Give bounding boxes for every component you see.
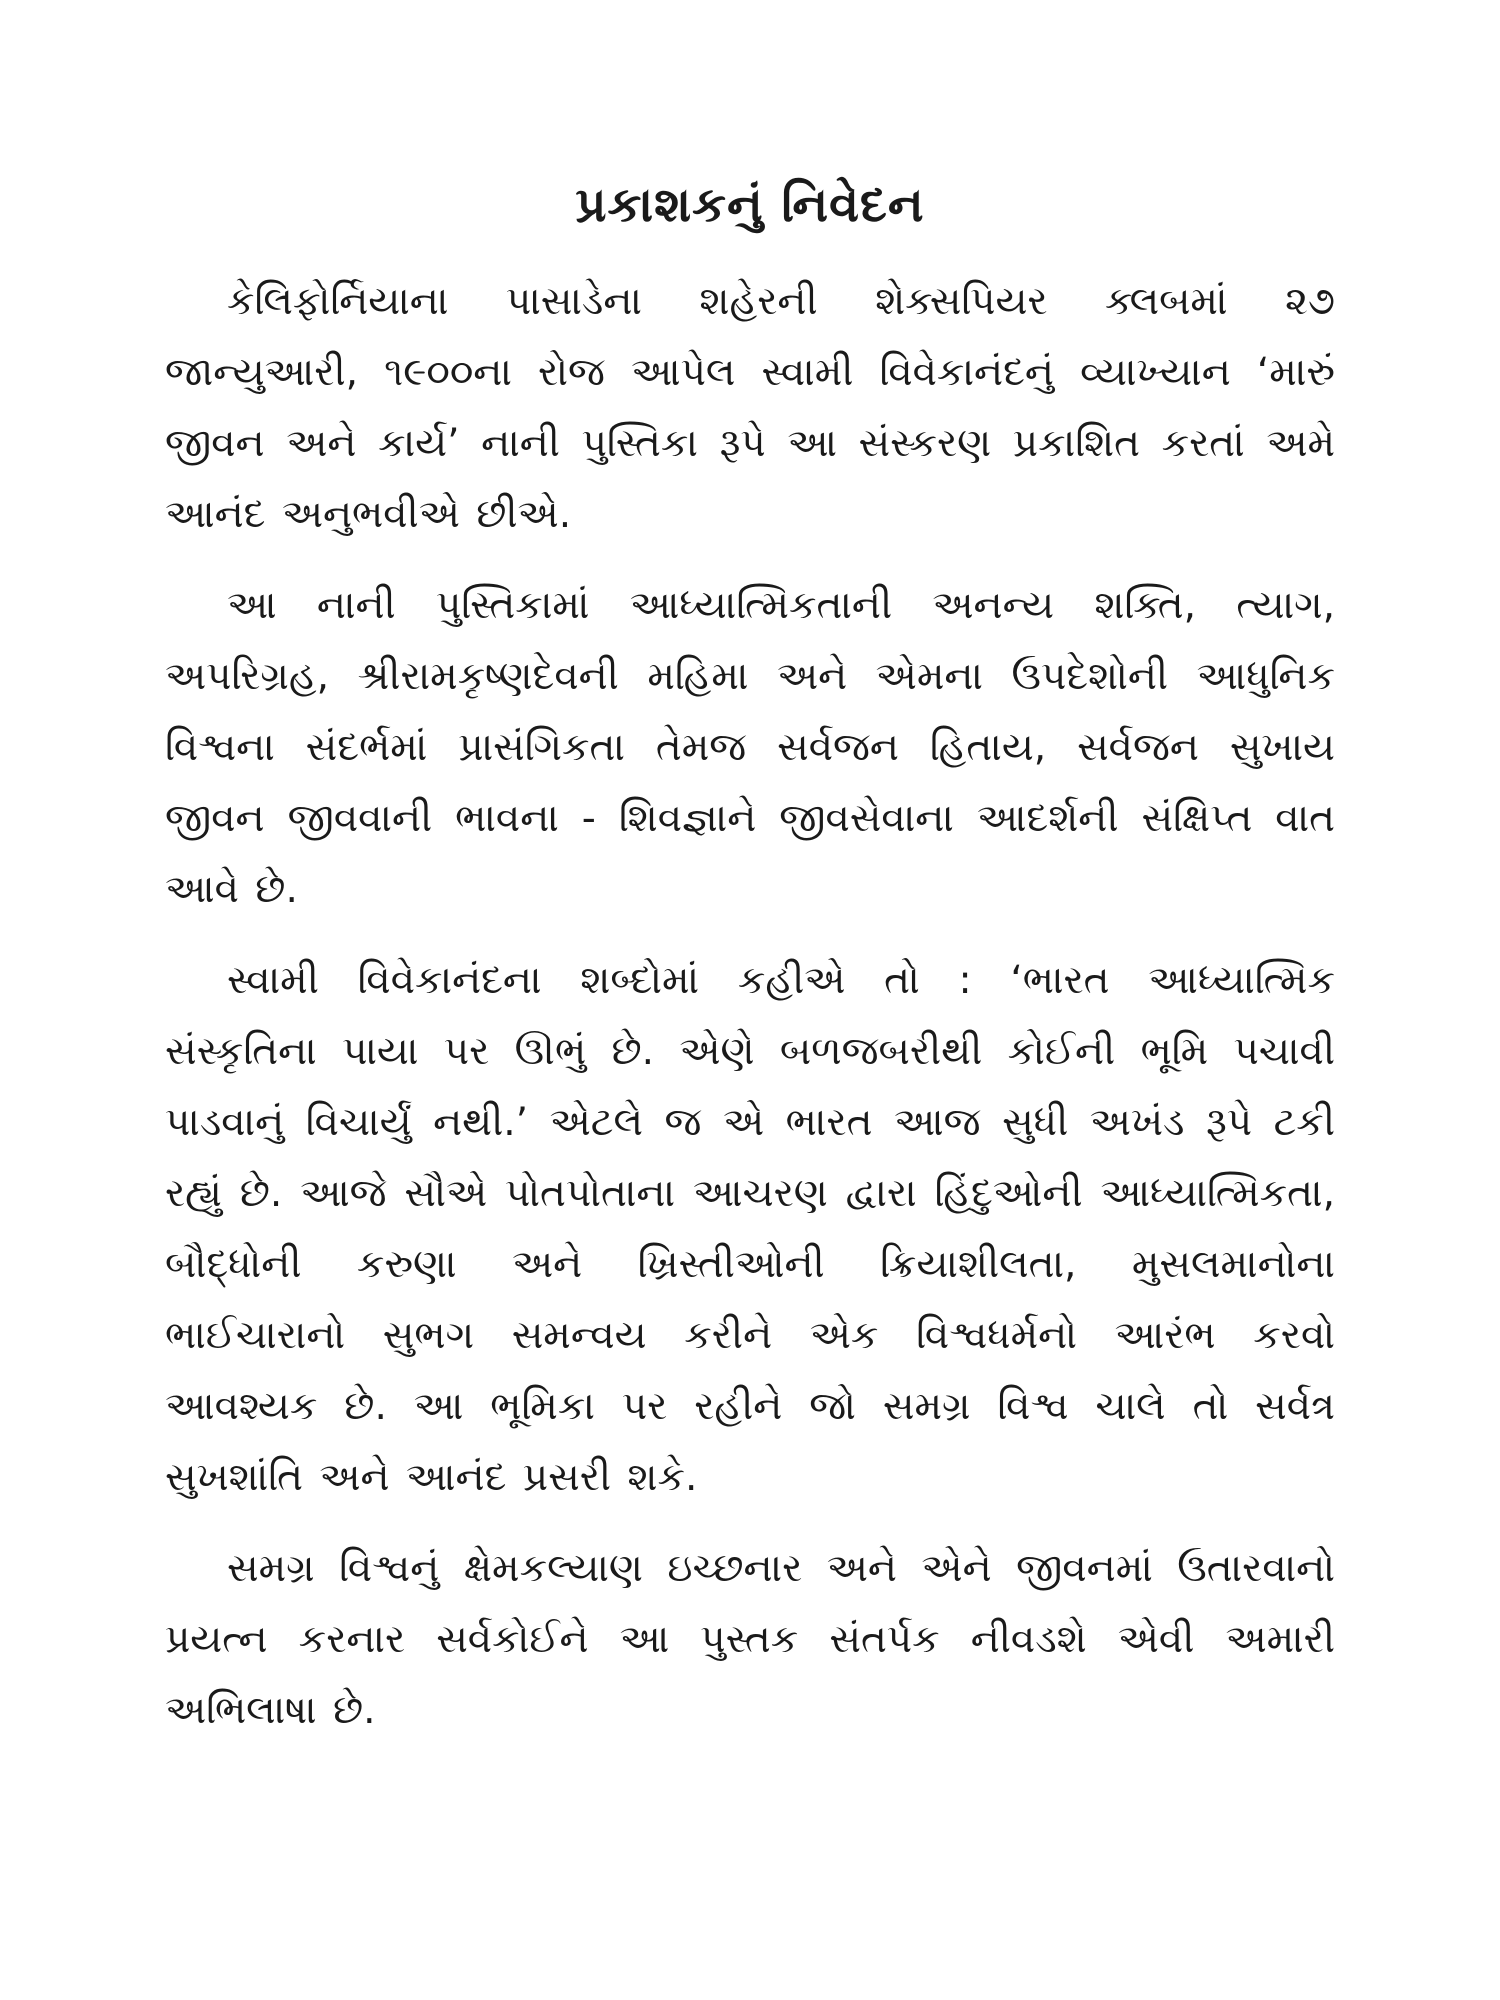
paragraph-3: સ્વામી વિવેકાનંદના શબ્દોમાં કહીએ તો : ‘ભારત આધ્યાત્મિક સંસ્કૃતિના પાયા પર ઊભું છે. એણે બળજબરીથી કોઈની ભૂમિ પચાવી પાડવાનું વિચાર્યું નથી.’ એટલે જ એ ભારત આજ સુધી અખંડ રૂપે ટકી રહ્યું છે. આજે સૌએ પોતપોતાના આચરણ દ્વારા હિંદુઓની આધ્યાત્મિકતા, બૌદ્ધોની કરુણા અને ખ્રિસ્તીઓની ક્રિયાશીલતા, મુસલમાનોના ભાઈચારાનો સુભગ સમન્વય કરીને એક વિશ્વધર્મનો આરંભ કરવો આવશ્યક છે. આ ભૂમિકા પર રહીને જો સમગ્ર વિશ્વ ચાલે તો સર્વત્ર સુખશાંતિ અને આનંદ પ્રસરી શકે. xyxy=(165,958,1335,1500)
paragraph-2: આ નાની પુસ્તિકામાં આધ્યાત્મિકતાની અનન્ય શક્તિ, ત્યાગ, અપરિગ્રહ, શ્રીરામકૃષ્ણદેવની મહિમા અને એમના ઉપદેશોની આધુનિક વિશ્વના સંદર્ભમાં પ્રાસંગિકતા તેમજ સર્વજન હિતાય, સર્વજન સુખાય જીવન જીવવાની ભાવના - શિવજ્ઞાને જીવસેવાના આદર્શની સંક્ષિપ્ત વાત આવે છે. xyxy=(165,583,1335,912)
paragraph-1: કેલિફોર્નિયાના પાસાડેના શહેરની શેક્સપિયર ક્લબમાં ૨૭ જાન્યુઆરી, ૧૯૦૦ના રોજ આપેલ સ્વામી વિવેકાનંદનું વ્યાખ્યાન ‘મારું જીવન અને કાર્ય’ નાની પુસ્તિકા રૂપે આ સંસ્કરણ પ્રકાશિત કરતાં અમે આનંદ અનુભવીએ છીએ. xyxy=(165,279,1335,537)
page-title: પ્રકાશકનું નિવેદન xyxy=(575,177,925,233)
paragraph-4: સમગ્ર વિશ્વનું ક્ષેમકલ્યાણ ઇચ્છનાર અને એને જીવનમાં ઉતારવાનો પ્રયત્ન કરનાર સર્વકોઈને આ પુસ્તક સંતર્પક નીવડશે એવી અમારી અભિલાષા છે. xyxy=(165,1546,1335,1733)
document-page xyxy=(165,170,1335,1766)
